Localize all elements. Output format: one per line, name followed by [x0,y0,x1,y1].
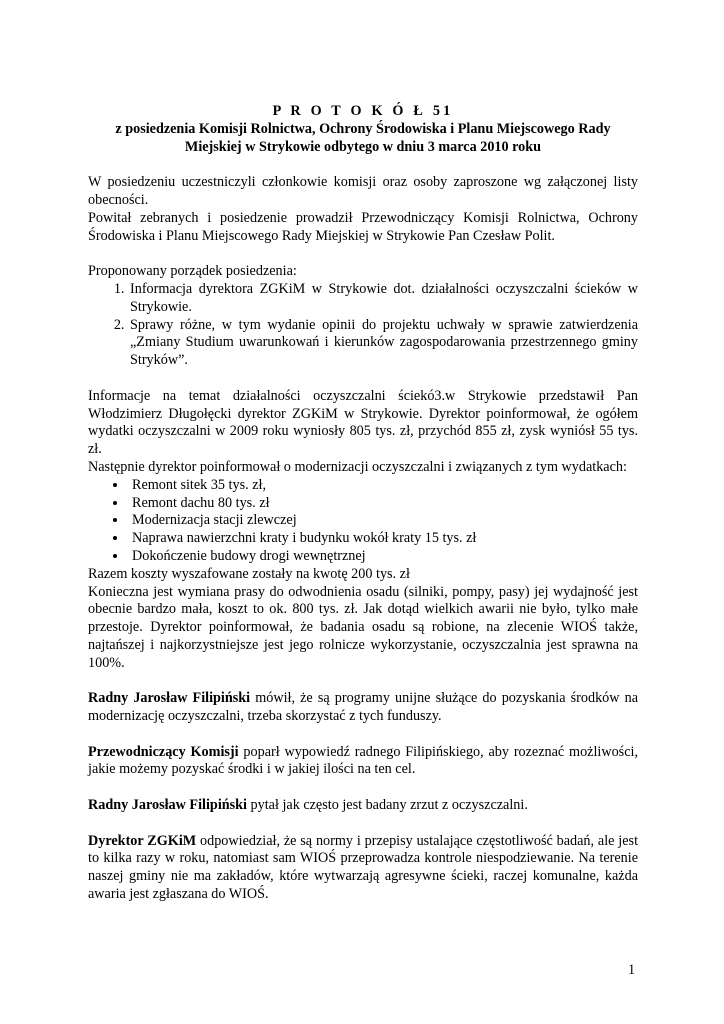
statement-paragraph [88,797,638,815]
expense-item: • Remont dachu 80 tys. zł [128,495,638,513]
agenda-item: 2. Sprawy różne, w tym wydanie opinii do projektu uchwały w sprawie zatwierdzenia „Zmiany Studium uwarunkowań i kierunków zagospodarowania przestrzennego gminy Stryków”. [128,317,638,370]
expense-item: • Modernizacja stacji zlewczej [128,512,638,530]
opening-paragraph: Powitał zebranych i posiedzenie prowadził Przewodniczący Komisji Rolnictwa, Ochrony Środowiska i Planu Miejscowego Rady Miejskiej w Strykowie Pan Czesław Polit. [88,209,638,244]
title-line-2: Miejskiej w Strykowie odbytego w dniu 3 marca 2010 roku [184,138,542,155]
statement-paragraph [88,690,638,726]
statement-paragraph [88,744,638,780]
statement-paragraph [88,833,638,904]
statement-text: mówił, że są programy unijne służące do pozyskania środków na modernizację oczyszczalni, trzeba skorzystać z tych funduszy. [88,690,639,725]
statement-text: poparł wypowiedź radnego Filipińskiego, aby rozeznać możliwości, jakie możemy pozyskać środki i w jakiej ilości na ten cel. [88,743,638,778]
statement-text: pytał jak często jest badany zrzut z oczyszczalni. [247,797,528,814]
expense-item: • Dokończenie budowy drogi wewnętrznej [128,548,638,566]
modernization-paragraph: Następnie dyrektor poinformował o modernizacji oczyszczalni i związanych z tym wydatkach: [88,458,627,475]
title-line-1: z posiedzenia Komisji Rolnictwa, Ochrony Środowiska i Planu Miejscowego Rady [115,120,611,137]
press-paragraph: Konieczna jest wymiana prasy do odwodnienia osadu (silniki, pompy, pasy) jej wydajność jest obecnie bardzo mała, koszt to ok. 800 tys. zł. Jak dotąd wielkich awarii nie było, tylko małe przestoje. Dyrektor poinformował, że badania osadu są robione, na zlecenie WIOŚ także, najtańszej i najkorzystniejsze jest jego rolnicze wykorzystanie, oczyszczalnia jest sprawna na 100%. [88,583,638,671]
title-main: P R O T O K Ó Ł 51 [272,103,454,119]
speaker-name: Radny Jarosław Filipiński [88,690,251,707]
expense-item: • Remont sitek 35 tys. zł, [128,477,638,495]
document-page [88,103,638,904]
speaker-name: Dyrektor ZGKiM [88,832,197,849]
statement-text: odpowiedział, że są normy i przepisy ustalające częstotliwość badań, ale jest to kilka razy w roku, natomiast sam WIOŚ przeprowadza kontrole niespodziewanie. Na terenie naszej gminy nie ma zakładów, które wytwarzają agresywne ścieki, raczej komunalne, każda awaria jest zgłaszana do WIOŚ. [88,832,639,903]
agenda-list [88,281,638,370]
attendance-paragraph: W posiedzeniu uczestniczyli członkowie komisji oraz osoby zaproszone wg załączonej listy obecności. [88,174,638,208]
info-paragraph: Informacje na temat działalności oczyszczalni ściekó3.w Strykowie przedstawił Pan Włodzimierz Długołęcki dyrektor ZGKiM w Strykowie. Dyrektor poinformował, że ogółem wydatki oczyszczalni w 2009 roku wyniosły 805 tys. zł, przychód 855 zł, zysk wyniósł 55 tys. zł. [88,387,638,458]
expense-item: • Naprawa nawierzchni kraty i budynku wokół kraty 15 tys. zł [128,530,638,548]
speaker-name: Przewodniczący Komisji [88,743,239,760]
speaker-name: Radny Jarosław Filipiński [88,797,247,814]
agenda-heading: Proponowany porządek posiedzenia: [88,263,297,280]
total-cost-paragraph: Razem koszty wyszafowane zostały na kwotę 200 tys. zł [88,565,410,582]
page-number: 1 [628,962,636,978]
document-title [88,103,638,156]
expense-list [88,477,638,566]
agenda-item: 1. Informacja dyrektora ZGKiM w Strykowie dot. działalności oczyszczalni ścieków w Strykowie. [128,281,638,317]
